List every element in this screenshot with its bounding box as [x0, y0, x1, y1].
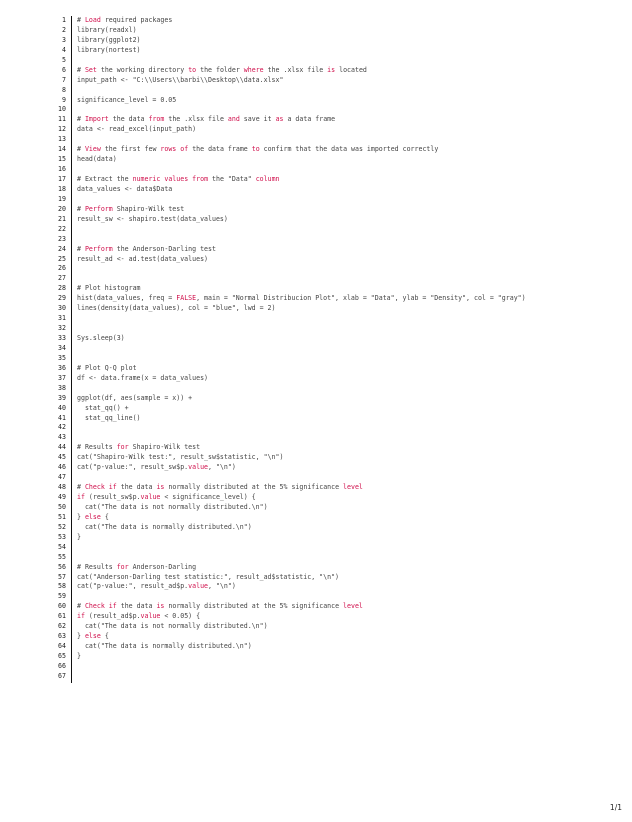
line-number: 32 — [58, 324, 66, 333]
line-text — [77, 115, 335, 125]
code-line — [56, 165, 616, 175]
code-token: # — [77, 483, 85, 492]
line-text — [77, 573, 339, 583]
keyword-token: value — [188, 463, 209, 472]
line-number: 40 — [58, 403, 66, 412]
line-number: 3 — [62, 35, 66, 44]
line-number: 55 — [58, 552, 66, 561]
code-token: cat("The data is not normally distributed.\n") — [77, 502, 268, 511]
keyword-token: value — [140, 612, 161, 621]
keyword-token: if — [108, 483, 117, 492]
line-number: 14 — [58, 145, 66, 154]
code-token: head(data) — [77, 155, 117, 164]
code-line — [56, 195, 616, 205]
code-token: } — [77, 632, 85, 641]
code-token: library(readxl) — [77, 25, 137, 34]
line-number: 1 — [62, 16, 66, 24]
line-text — [77, 394, 192, 404]
line-number: 12 — [58, 125, 66, 134]
code-line — [56, 86, 616, 96]
code-line — [56, 493, 616, 503]
line-number: 26 — [58, 264, 66, 273]
code-line — [56, 642, 616, 652]
code-token: cat("p-value:", result_sw$p. — [77, 463, 189, 472]
line-text — [77, 255, 208, 265]
keyword-token: of — [180, 145, 189, 154]
line-number: 4 — [62, 45, 66, 54]
line-number: 45 — [58, 453, 66, 462]
keyword-token: is — [156, 602, 165, 611]
line-text — [77, 175, 280, 185]
line-text — [77, 155, 117, 165]
code-line — [56, 255, 616, 265]
code-line — [56, 503, 616, 513]
code-line — [56, 36, 616, 46]
line-text — [77, 304, 276, 314]
keyword-token: Check — [84, 483, 105, 492]
line-text — [77, 215, 228, 225]
code-token: (result_sw$p. — [84, 493, 141, 501]
keyword-token: Check — [84, 602, 105, 611]
code-line — [56, 185, 616, 195]
code-token: the folder — [196, 65, 244, 74]
code-line — [56, 294, 616, 304]
code-line — [56, 394, 616, 404]
code-token: library(nortest) — [77, 45, 141, 54]
code-line — [56, 324, 616, 334]
code-token: df <- data.frame(x = data_values) — [77, 373, 209, 382]
line-text — [77, 652, 81, 662]
line-number: 56 — [58, 562, 66, 571]
code-token: # Results — [77, 562, 117, 571]
line-number: 15 — [58, 155, 66, 164]
code-token: # Plot Q-Q plot — [77, 363, 137, 372]
code-token: stat_qq_line() — [77, 413, 141, 422]
code-line — [56, 334, 616, 344]
line-number: 23 — [58, 234, 66, 243]
line-number: 42 — [58, 423, 66, 432]
code-token: , "\n") — [208, 463, 236, 472]
code-line — [56, 314, 616, 324]
code-token: the first few — [100, 145, 161, 154]
line-number: 57 — [58, 572, 66, 581]
line-number: 27 — [58, 274, 66, 283]
code-token: # — [77, 244, 85, 253]
line-number: 53 — [58, 532, 66, 541]
code-token: cat("The data is not normally distributed.\n") — [77, 622, 268, 631]
code-line — [56, 125, 616, 135]
line-text — [77, 463, 236, 473]
code-token: { — [100, 512, 109, 521]
line-text — [77, 96, 176, 106]
code-token: , "\n") — [208, 582, 236, 591]
code-token: input_path <- "C:\\Users\\barbi\\Desktop\\data.xlsx" — [77, 75, 284, 84]
code-line — [56, 632, 616, 642]
keyword-token: if — [77, 612, 85, 621]
code-line — [56, 533, 616, 543]
line-number: 9 — [62, 95, 66, 104]
line-number: 20 — [58, 204, 66, 213]
code-line — [56, 105, 616, 115]
code-line — [56, 672, 616, 682]
keyword-token: FALSE — [176, 294, 197, 303]
line-text — [77, 364, 137, 374]
code-line — [56, 304, 616, 314]
code-token: # Extract the — [77, 175, 133, 183]
code-line — [56, 573, 616, 583]
keyword-token: is — [327, 65, 336, 74]
code-token: the .xlsx file — [263, 65, 328, 74]
line-number: 17 — [58, 175, 66, 183]
code-token: result_ad <- ad.test(data_values) — [77, 254, 209, 263]
code-line — [56, 235, 616, 245]
code-token: a data frame — [283, 115, 336, 124]
keyword-token: is — [156, 483, 165, 492]
code-line — [56, 433, 616, 443]
line-number: 24 — [58, 244, 66, 253]
keyword-token: Perform — [84, 204, 113, 213]
line-text — [77, 245, 216, 255]
code-line — [56, 284, 616, 294]
code-line — [56, 513, 616, 523]
line-text — [77, 582, 236, 592]
line-number: 22 — [58, 224, 66, 233]
code-token: save it — [239, 115, 276, 124]
code-token: # — [77, 602, 85, 611]
code-line — [56, 215, 616, 225]
line-number: 37 — [58, 373, 66, 382]
keyword-token: as — [275, 115, 284, 124]
line-text — [77, 602, 363, 612]
code-token: Shapiro-Wilk test — [128, 443, 201, 452]
line-number: 58 — [58, 582, 66, 591]
line-text — [77, 36, 141, 46]
code-line — [56, 463, 616, 473]
code-token: result_sw <- shapiro.test(data_values) — [77, 214, 228, 223]
code-listing — [56, 16, 616, 682]
code-line — [56, 592, 616, 602]
code-token: < significance_level) { — [160, 493, 256, 501]
code-line — [56, 76, 616, 86]
line-number: 39 — [58, 393, 66, 402]
keyword-token: level — [343, 483, 363, 492]
line-text — [77, 414, 141, 424]
line-number: 31 — [58, 314, 66, 323]
code-line — [56, 582, 616, 592]
keyword-token: value — [188, 582, 209, 591]
keyword-token: from — [148, 115, 165, 124]
keyword-token: numeric — [132, 175, 161, 183]
line-number: 54 — [58, 542, 66, 551]
code-token: (result_ad$p. — [84, 612, 141, 621]
code-line — [56, 46, 616, 56]
keyword-token: column — [255, 175, 280, 183]
code-line — [56, 205, 616, 215]
code-line — [56, 264, 616, 274]
line-number: 10 — [58, 105, 66, 114]
code-line — [56, 364, 616, 374]
code-line — [56, 483, 616, 493]
keyword-token: View — [84, 145, 101, 154]
code-line — [56, 414, 616, 424]
code-token: Sys.sleep(3) — [77, 334, 125, 342]
code-token: the data — [116, 483, 157, 492]
code-line — [56, 523, 616, 533]
keyword-token: else — [84, 632, 101, 641]
line-text — [77, 26, 137, 36]
keyword-token: values — [164, 175, 189, 183]
line-text — [77, 16, 172, 26]
code-token: { — [100, 632, 109, 641]
code-token: data_values <- data$Data — [77, 184, 173, 193]
code-token: # — [77, 65, 85, 74]
code-token: hist(data_values, freq = — [77, 294, 177, 303]
code-token: data <- read_excel(input_path) — [77, 125, 197, 134]
line-number: 59 — [58, 592, 66, 601]
line-text — [77, 66, 367, 76]
code-token: the working directory — [96, 65, 189, 74]
code-token: Shapiro-Wilk test — [112, 204, 185, 213]
line-number: 34 — [58, 343, 66, 352]
line-number: 51 — [58, 512, 66, 521]
line-number: 5 — [62, 55, 66, 64]
code-token: # Results — [77, 443, 117, 452]
code-line — [56, 404, 616, 414]
code-token: # Plot histogram — [77, 284, 141, 293]
keyword-token: if — [77, 493, 85, 501]
code-line — [56, 225, 616, 235]
line-number: 18 — [58, 184, 66, 193]
line-number: 67 — [58, 671, 66, 680]
keyword-token: rows — [160, 145, 177, 154]
code-token: confirm that the data was imported correctly — [259, 145, 439, 154]
code-line — [56, 66, 616, 76]
line-number: 61 — [58, 612, 66, 621]
code-line — [56, 115, 616, 125]
keyword-token: from — [192, 175, 209, 183]
line-number: 41 — [58, 413, 66, 422]
line-number: 36 — [58, 363, 66, 372]
line-number: 2 — [62, 25, 66, 34]
line-number: 21 — [58, 214, 66, 223]
code-line — [56, 26, 616, 36]
code-line — [56, 553, 616, 563]
code-line — [56, 274, 616, 284]
line-number: 28 — [58, 284, 66, 293]
line-text — [77, 374, 208, 384]
line-number: 47 — [58, 473, 66, 482]
keyword-token: to — [251, 145, 260, 154]
code-line — [56, 662, 616, 672]
code-token: ggplot(df, aes(sample = x)) + — [77, 393, 193, 402]
code-token: } — [77, 512, 85, 521]
code-token: library(ggplot2) — [77, 35, 141, 44]
code-line — [56, 622, 616, 632]
line-number: 33 — [58, 334, 66, 342]
code-token: < 0.05) { — [160, 612, 201, 621]
code-line — [56, 155, 616, 165]
code-token: lines(density(data_values), col = "blue", lwd = 2) — [77, 304, 276, 313]
code-token: # — [77, 115, 85, 124]
line-text — [77, 205, 184, 215]
line-text — [77, 145, 438, 155]
line-text — [77, 642, 252, 652]
gutter-divider — [71, 16, 72, 683]
code-token: cat("The data is normally distributed.\n") — [77, 522, 252, 531]
line-text — [77, 284, 141, 294]
code-token: the Anderson-Darling test — [112, 244, 216, 253]
line-number: 11 — [58, 115, 66, 124]
code-line — [56, 602, 616, 612]
code-line — [56, 56, 616, 66]
line-number: 35 — [58, 353, 66, 362]
line-number: 8 — [62, 85, 66, 94]
code-token: Anderson-Darling — [128, 562, 197, 571]
code-line — [56, 16, 616, 26]
keyword-token: value — [140, 493, 161, 501]
code-line — [56, 344, 616, 354]
keyword-token: for — [116, 562, 129, 571]
line-text — [77, 185, 172, 195]
code-token: significance_level = 0.05 — [77, 95, 177, 104]
line-text — [77, 443, 200, 453]
code-token: # — [77, 204, 85, 213]
line-number: 63 — [58, 632, 66, 641]
code-token: } — [77, 532, 81, 541]
code-token: the "Data" — [208, 175, 256, 183]
code-token: , main = "Normal Distribucion Plot", xlab = "Data", ylab = "Density", col = "gray") — [196, 294, 526, 303]
line-number: 16 — [58, 165, 66, 174]
line-number: 25 — [58, 254, 66, 263]
code-line — [56, 145, 616, 155]
line-number: 38 — [58, 383, 66, 392]
keyword-token: to — [188, 65, 197, 74]
code-line — [56, 245, 616, 255]
code-token: the data — [108, 115, 149, 124]
code-token: } — [77, 652, 81, 660]
line-number: 64 — [58, 642, 66, 651]
code-token: required packages — [100, 16, 173, 24]
line-number: 7 — [62, 75, 66, 84]
line-text — [77, 513, 109, 523]
page-indicator: 1/1 — [609, 803, 622, 812]
code-token: stat_qq() + — [77, 403, 129, 412]
code-token: the data — [116, 602, 157, 611]
code-token: cat("Shapiro-Wilk test:", result_sw$statistic, "\n") — [77, 453, 284, 462]
line-text — [77, 503, 268, 513]
code-token: # — [77, 145, 85, 154]
line-number: 62 — [58, 622, 66, 631]
line-number: 65 — [58, 652, 66, 660]
line-number: 30 — [58, 304, 66, 313]
line-number: 19 — [58, 194, 66, 203]
line-number: 13 — [58, 135, 66, 144]
code-token: located — [335, 65, 367, 74]
keyword-token: and — [227, 115, 240, 124]
line-text — [77, 453, 283, 463]
code-line — [56, 612, 616, 622]
code-line — [56, 453, 616, 463]
code-line — [56, 652, 616, 662]
line-text — [77, 334, 125, 344]
line-text — [77, 612, 200, 622]
line-text — [77, 294, 526, 304]
keyword-token: Load — [84, 16, 101, 24]
code-token: normally distributed at the 5% significance — [164, 602, 344, 611]
line-number: 50 — [58, 502, 66, 511]
code-token: cat("Anderson-Darling test statistic:", result_ad$statistic, "\n") — [77, 572, 340, 581]
line-text — [77, 46, 141, 56]
keyword-token: if — [108, 602, 117, 611]
line-number: 52 — [58, 522, 66, 531]
keyword-token: Perform — [84, 244, 113, 253]
code-line — [56, 374, 616, 384]
code-token: the data frame — [188, 145, 252, 154]
code-token: # — [77, 16, 85, 24]
line-number: 66 — [58, 661, 66, 670]
line-text — [77, 533, 81, 543]
line-number: 29 — [58, 294, 66, 303]
code-line — [56, 543, 616, 553]
line-text — [77, 125, 196, 135]
code-line — [56, 384, 616, 394]
code-line — [56, 354, 616, 364]
line-number: 43 — [58, 433, 66, 442]
code-token: cat("The data is normally distributed.\n") — [77, 642, 252, 651]
keyword-token: level — [343, 602, 363, 611]
code-token: normally distributed at the 5% significance — [164, 483, 344, 492]
line-number: 49 — [58, 493, 66, 501]
line-number: 46 — [58, 463, 66, 472]
keyword-token: where — [243, 65, 264, 74]
line-text — [77, 404, 129, 414]
code-line — [56, 563, 616, 573]
line-number: 48 — [58, 483, 66, 492]
code-line — [56, 96, 616, 106]
line-number: 44 — [58, 443, 66, 452]
keyword-token: Import — [84, 115, 109, 124]
keyword-token: for — [116, 443, 129, 452]
line-text — [77, 563, 196, 573]
line-text — [77, 76, 283, 86]
code-line — [56, 135, 616, 145]
line-text — [77, 523, 252, 533]
line-text — [77, 493, 256, 503]
line-text — [77, 622, 268, 632]
line-text — [77, 632, 109, 642]
line-number: 6 — [62, 65, 66, 74]
code-token: cat("p-value:", result_ad$p. — [77, 582, 189, 591]
code-line — [56, 423, 616, 433]
code-line — [56, 443, 616, 453]
line-number: 60 — [58, 602, 66, 611]
keyword-token: else — [84, 512, 101, 521]
code-line — [56, 473, 616, 483]
line-text — [77, 483, 363, 493]
code-line — [56, 175, 616, 185]
keyword-token: Set — [84, 65, 97, 74]
code-token: the .xlsx file — [164, 115, 228, 124]
